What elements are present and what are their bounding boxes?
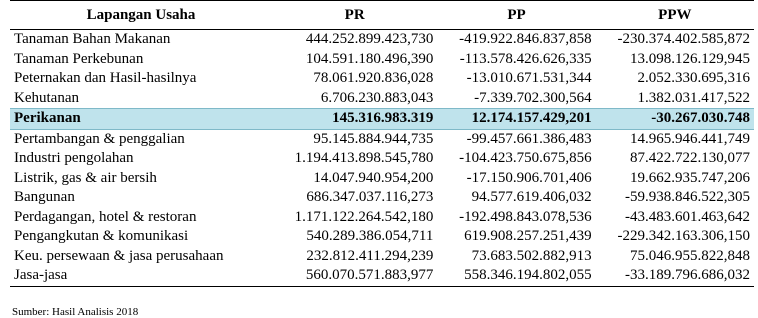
pr-cell: 1.194.413.898.545,780 [294,150,434,167]
table-row [10,169,754,189]
pr-cell: 6.706.230.883,043 [320,89,434,106]
sector-cell: Listrik, gas & air bersih [14,169,157,186]
table-row [10,50,754,70]
sector-cell: Pengangkutan & komunikasi [14,228,189,245]
ppw-cell: -43.483.601.463,642 [625,208,750,225]
ppw-cell: -230.374.402.585,872 [617,31,750,48]
pp-cell: -192.498.843.078,536 [459,208,592,225]
sector-cell: Industri pengolahan [14,150,134,167]
pp-cell: -104.423.750.675,856 [459,150,592,167]
pr-cell: 540.289.386.054,711 [306,228,434,245]
ppw-cell: 2.052.330.695,316 [637,70,750,87]
table-header-row [10,1,754,30]
ppw-cell: -59.938.846.522,305 [625,189,750,206]
sector-cell: Bangunan [14,189,75,206]
table-body [10,30,754,287]
pp-cell: 619.908.257.251,439 [464,228,592,245]
pp-cell: -7.339.702.300,564 [474,89,592,106]
table-row [10,247,754,267]
table-row [10,129,754,149]
pr-cell: 14.047.940.954,200 [313,169,434,186]
source-note: Sumber: Hasil Analisis 2018 [12,306,139,318]
ppw-cell: 1.382.031.417,522 [637,89,750,106]
table-row [10,266,754,286]
pr-cell: 145.316.983.319 [272,109,437,130]
table-row [10,188,754,208]
pr-cell: 104.591.180.496,390 [305,50,434,67]
ppw-cell: -33.189.796.686,032 [596,266,754,286]
ppw-cell: -30.267.030.748 [596,109,754,130]
table-row [10,89,754,109]
table-row [10,69,754,89]
header-ppw: PPW [596,1,754,30]
pr-cell: 444.252.899.423,730 [305,31,434,48]
table-row [10,149,754,169]
ppw-cell: 14.965.946.441,749 [630,130,750,147]
sector-cell: Perdagangan, hotel & restoran [14,208,197,225]
pp-cell: -17.150.906.701,406 [466,169,592,186]
pr-cell: 560.070.571.883,977 [272,266,437,286]
table-row [10,109,754,130]
pp-cell: 73.683.502.882,913 [471,247,592,264]
pp-cell: -419.922.846.837,858 [459,31,592,48]
pr-cell: 686.347.037.116,273 [306,189,434,206]
ppw-cell: 13.098.126.129,945 [630,50,750,67]
pp-cell: 12.174.157.429,201 [437,109,595,130]
ppw-cell: 87.422.722.130,077 [630,150,750,167]
pp-cell: 558.346.194.802,055 [437,266,595,286]
header-lapangan-usaha: Lapangan Usaha [10,1,272,30]
table-row [10,208,754,228]
sector-cell: Peternakan dan Hasil-hasilnya [14,70,197,87]
sector-cell: Tanaman Bahan Makanan [14,31,171,48]
header-pp: PP [437,1,595,30]
ppw-cell: 75.046.955.822,848 [630,247,750,264]
pp-cell: -99.457.661.386,483 [466,130,592,147]
pp-cell: -113.578.426.626,335 [459,50,592,67]
sector-cell: Pertambangan & penggalian [14,130,185,147]
pp-cell: -13.010.671.531,344 [466,70,592,87]
pr-cell: 78.061.920.836,028 [313,70,434,87]
pr-cell: 95.145.884.944,735 [313,130,434,147]
sector-cell: Perikanan [10,109,272,130]
pp-cell: 94.577.619.406,032 [471,189,592,206]
table-row [10,227,754,247]
pr-cell: 232.812.411.294,239 [306,247,434,264]
sector-cell: Jasa-jasa [10,266,272,286]
ppw-cell: 19.662.935.747,206 [630,169,750,186]
pr-cell: 1.171.122.264.542,180 [294,208,434,225]
sector-cell: Kehutanan [14,89,79,106]
ppw-cell: -229.342.163.306,150 [617,228,750,245]
table-row [10,30,754,50]
header-pr: PR [272,1,437,30]
sector-cell: Keu. persewaan & jasa perusahaan [14,247,224,264]
shift-share-table [10,0,754,287]
sector-cell: Tanaman Perkebunan [14,50,144,67]
